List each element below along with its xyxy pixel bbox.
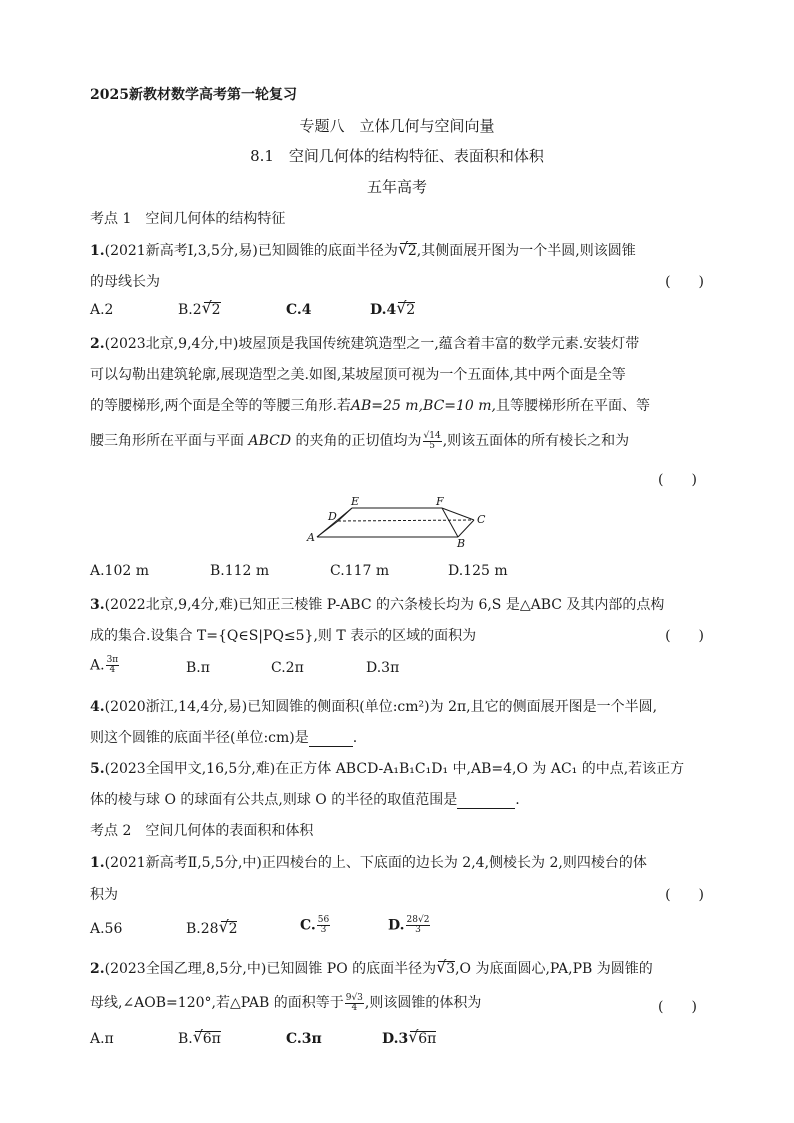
label-c: C bbox=[477, 513, 486, 526]
option-a: A.π bbox=[90, 1031, 114, 1047]
option-b: B.√ 6π bbox=[178, 1031, 221, 1047]
k1-q2-line4: 腰三角形所在平面与平面 ABCD 的夹角的正切值均为 $\frac{√14}{5}$ ,则该五面体的所有棱长之和为 bbox=[90, 430, 630, 451]
topic-title: 专题八 立体几何与空间向量 bbox=[299, 117, 495, 135]
k2-title: 考点 2 空间几何体的表面积和体积 bbox=[90, 823, 314, 839]
option-c: C. $\frac{56}{3}$ bbox=[300, 915, 330, 935]
k1-q2-line2: 可以勾勒出建筑轮廓,展现造型之美.如图,某坡屋顶可视为一个五面体,其中两个面是全等 bbox=[90, 367, 626, 383]
edge-ad bbox=[317, 521, 338, 537]
k1-q2-line3: 的等腰梯形,两个面是全等的等腰三角形.若AB=25 m,BC=10 m,且等腰梯形所在平面、等 bbox=[90, 398, 651, 414]
edge-fb bbox=[442, 508, 458, 537]
k1-q3-line2: 成的集合.设集合 T={Q∈S|PQ≤5},则 T 表示的区域的面积为 ( ) bbox=[90, 625, 704, 645]
option-a: A.2 bbox=[90, 302, 114, 318]
roof-figure bbox=[300, 495, 500, 550]
k2-q1-line1: 1.(2021新高考Ⅱ,5,5分,中)正四棱台的上、下底面的边长为 2,4,侧棱长为 2,则四棱台的体 bbox=[90, 855, 647, 871]
sqrt: √ 2 bbox=[400, 243, 417, 259]
question-number: 1. bbox=[90, 243, 105, 259]
edge-de bbox=[338, 508, 352, 521]
k2-q2-line2: 母线,∠AOB=120°,若△PAB 的面积等于 $\frac{9√3}{4}$ ,则该圆锥的体积为 bbox=[90, 992, 482, 1013]
doc-header: 2025新教材数学高考第一轮复习 bbox=[90, 87, 297, 103]
fraction: $\frac{√14}{5}$ bbox=[423, 430, 441, 451]
question-text: ,其侧面展开图为一个半圆,则该圆锥 bbox=[416, 243, 636, 259]
k1-q1-line2 bbox=[90, 271, 704, 291]
answer-paren: ( ) bbox=[665, 274, 704, 290]
question-text: 的母线长为 bbox=[90, 274, 160, 290]
label-f: F bbox=[436, 495, 444, 508]
edge-fc bbox=[442, 508, 474, 520]
option-b: B.112 m bbox=[210, 563, 270, 579]
k1-q2-line1: 2.(2023北京,9,4分,中)坡屋顶是我国传统建筑造型之一,蕴含着丰富的数学元素.安装灯带 bbox=[90, 336, 640, 352]
question-text: 已知圆锥的底面半径为 bbox=[257, 243, 398, 259]
option-d: D.3√ 6π bbox=[382, 1031, 436, 1047]
option-b: B.28√ 2 bbox=[186, 921, 237, 937]
k1-title: 考点 1 空间几何体的结构特征 bbox=[90, 211, 286, 227]
k1-q4-line1: 4.(2020浙江,14,4分,易)已知圆锥的侧面积(单位:cm²)为 2π,且它的侧面展开图是一个半圆, bbox=[90, 699, 658, 715]
k1-q4-line2: 则这个圆锥的底面半径(单位:cm)是 . bbox=[90, 730, 358, 746]
section-title: 8.1 空间几何体的结构特征、表面积和体积 bbox=[250, 147, 544, 165]
edge-dc bbox=[338, 520, 474, 521]
option-a: A.56 bbox=[90, 921, 123, 937]
edge-bc bbox=[458, 520, 474, 537]
answer-paren: ( ) bbox=[658, 999, 697, 1015]
option-c: C.3π bbox=[286, 1031, 322, 1047]
k2-q2-line1: 2.(2023全国乙理,8,5分,中)已知圆锥 PO 的底面半径为√ 3,O 为底面圆心,PA,PB 为圆锥的 bbox=[90, 958, 653, 978]
k1-q1-options bbox=[90, 302, 113, 318]
question-source: (2021新高考Ⅰ,3,5分,易) bbox=[104, 243, 258, 259]
k1-q5-line2: 体的棱与球 O 的球面有公共点,则球 O 的半径的取值范围是 . bbox=[90, 792, 520, 808]
option-d: D.3π bbox=[366, 660, 400, 676]
answer-blank[interactable] bbox=[309, 746, 353, 747]
label-a: A bbox=[307, 531, 315, 544]
subsection-title: 五年高考 bbox=[366, 178, 427, 196]
option-d: D.4√ 2 bbox=[370, 302, 415, 318]
label-b: B bbox=[457, 537, 466, 550]
k1-q3-line1: 3.(2022北京,9,4分,难)已知正三棱锥 P-ABC 的六条棱长均为 6,S 是△ABC 及其内部的点构 bbox=[90, 597, 665, 613]
k1-q1-line1 bbox=[90, 240, 636, 260]
option-d: D. $\frac{28√2}{3}$ bbox=[388, 915, 430, 935]
k1-q5-line1: 5.(2023全国甲文,16,5分,难)在正方体 ABCD-A₁B₁C₁D₁ 中,AB=4,O 为 AC₁ 的中点,若该正方 bbox=[90, 761, 685, 777]
option-a: A. $\frac{3\pi}{4}$ bbox=[90, 655, 119, 675]
option-b: B.π bbox=[186, 660, 210, 676]
option-d: D.125 m bbox=[448, 563, 508, 579]
answer-blank[interactable] bbox=[457, 808, 515, 809]
label-d: D bbox=[328, 510, 337, 523]
option-c: C.117 m bbox=[330, 563, 390, 579]
option-b: B.2√ 2 bbox=[178, 302, 221, 318]
answer-paren: ( ) bbox=[665, 628, 704, 644]
option-c: C.4 bbox=[286, 302, 312, 318]
label-e: E bbox=[351, 495, 360, 508]
answer-paren: ( ) bbox=[665, 887, 704, 903]
k2-q1-line2: 积为 ( ) bbox=[90, 884, 704, 904]
answer-paren: ( ) bbox=[658, 472, 697, 488]
option-c: C.2π bbox=[271, 660, 304, 676]
option-a: A.102 m bbox=[90, 563, 150, 579]
